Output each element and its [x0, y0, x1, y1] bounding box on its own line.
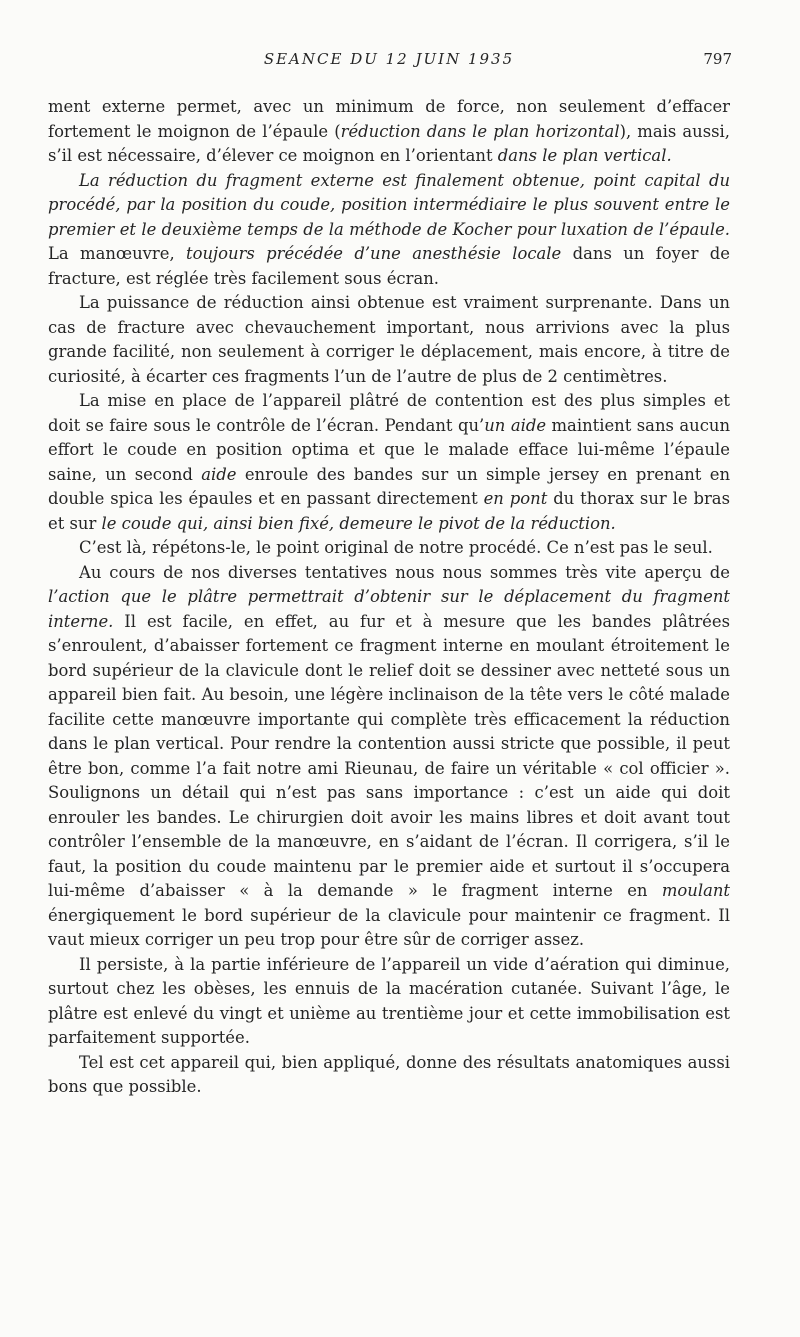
text-run: La manœuvre,: [48, 244, 187, 263]
paragraph: [48, 536, 730, 561]
italic-text: toujours précédée d’une anesthésie locale: [186, 244, 562, 263]
document-page: [48, 50, 730, 1100]
text-run: maintient sans aucun effort le coude en position optima et que le malade efface lui-même l’épaule saine, un second: [48, 415, 731, 484]
text-run: C’est là, répétons-le, le point original de notre procédé. Ce n’est pas le seul.: [79, 538, 713, 557]
paragraph: [48, 169, 730, 292]
italic-text: dans le plan vertical.: [497, 146, 672, 165]
text-run: Il est facile, en effet, au fur et à mesure que les bandes plâtrées s’enroulent, d’abaisser fortement ce fragment interne en moulant étroitement le bord supérieur de la clavicule dont le relief doit se dessiner avec netteté sous un appareil bien fait. Au besoin, une légère inclinaison de la tête vers le côté malade facilite cette manœuvre importante qui complète très efficacement la réduction dans le plan vertical. Pour rendre la contention aussi stricte que possible, il peut être bon, comme l’a fait notre ami Rieunau, de faire un véritable « col officier ». Soulignons un détail qui n’est pas sans importance : c’est un aide qui doit enrouler les bandes. Le chirurgien doit avoir les mains libres et doit avant tout contrôler l’ensemble de la manœuvre, en s’aidant de l’écran. Il corrigera, s’il le faut, la position du coude maintenu par le premier aide et surtout il s’occupera lui-même d’abaisser « à la demande » le fragment interne en: [48, 611, 730, 900]
paragraph: [48, 95, 730, 169]
text-run: énergiquement le bord supérieur de la clavicule pour maintenir ce fragment. Il vaut mieux corriger un peu trop pour être sûr de corriger assez.: [48, 905, 730, 949]
text-run: du thorax sur le bras et sur: [48, 489, 730, 533]
running-head-title: SEANCE DU 12 JUIN 1935: [263, 50, 515, 68]
italic-text: le coude qui, ainsi bien fixé, demeure le pivot de la réduction.: [101, 513, 616, 533]
text-run: ment externe permet, avec un minimum de force, non seulement d’effacer fortement le moignon de l’épaule (: [48, 97, 730, 141]
italic-text: un aide: [484, 415, 547, 435]
paragraph: [48, 389, 730, 536]
body-text: [48, 95, 730, 1100]
italic-text: l’action que le plâtre permettrait d’obtenir sur le déplacement du fragment interne.: [48, 587, 730, 631]
text-run: enroule des bandes sur un simple jersey en prenant en double spica les épaules et en passant directement: [48, 464, 730, 508]
paragraph: [48, 953, 730, 1051]
running-head: [48, 50, 730, 74]
text-run: La puissance de réduction ainsi obtenue est vraiment surprenante. Dans un cas de fracture avec chevauchement important, nous arrivions avec la plus grande facilité, non seulement à corriger le déplacement, mais encore, à titre de curiosité, à écarter ces fragments l’un de l’autre de plus de 2 centimètres.: [48, 293, 730, 386]
text-run: ), mais aussi, s’il est nécessaire, d’élever ce moignon en l’orientant: [48, 121, 730, 165]
italic-text: moulant: [661, 881, 730, 900]
paragraph: [48, 291, 730, 389]
text-run: dans un foyer de fracture, est réglée très facilement sous écran.: [48, 244, 731, 288]
italic-text: aide: [201, 464, 237, 484]
paragraph: [48, 1051, 730, 1100]
italic-text: La réduction du fragment externe est finalement obtenue, point capital du procédé, par la position du coude, position intermédiaire le plus souvent entre le premier et le deuxième temps de la méthode de Kocher pour luxation de l’épaule.: [48, 170, 730, 239]
italic-text: réduction dans le plan horizontal: [340, 121, 620, 141]
italic-text: en pont: [483, 489, 548, 508]
text-run: Au cours de nos diverses tentatives nous nous sommes très vite aperçu de: [79, 562, 730, 582]
paragraph: [48, 561, 730, 953]
text-run: Il persiste, à la partie inférieure de l’appareil un vide d’aération qui diminue, surtout chez les obèses, les ennuis de la macération cutanée. Suivant l’âge, le plâtre est enlevé du vingt et unième au trentième jour et cette immobilisation est parfaitement supportée.: [48, 954, 730, 1047]
text-run: La mise en place de l’appareil plâtré de contention est des plus simples et doit se faire sous le contrôle de l’écran. Pendant qu’: [48, 391, 730, 435]
page-number: 797: [703, 50, 732, 68]
text-run: Tel est cet appareil qui, bien appliqué, donne des résultats anatomiques aussi bons que possible.: [48, 1052, 730, 1096]
